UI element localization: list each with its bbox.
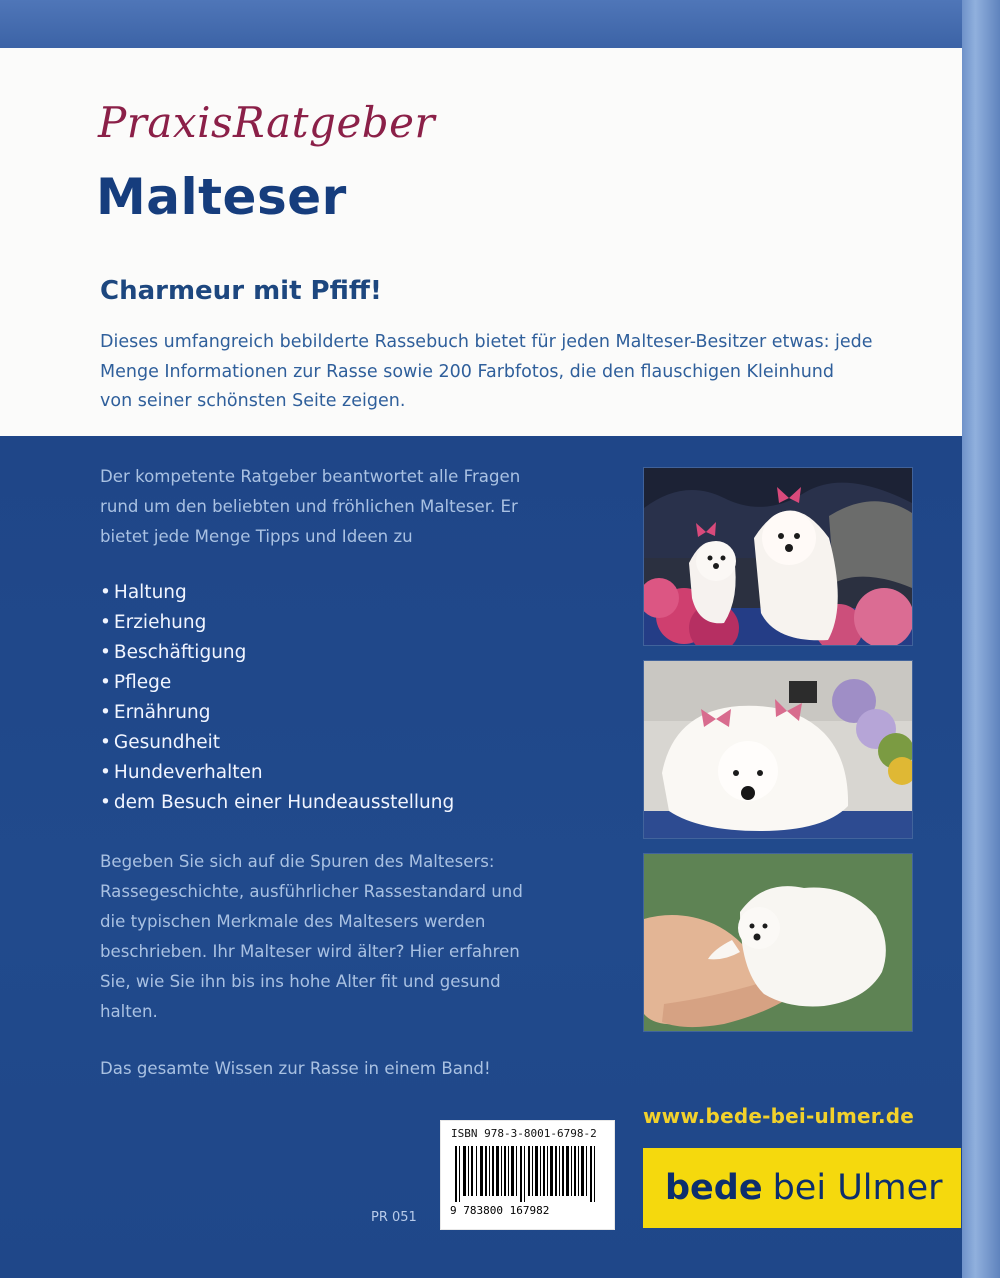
paragraph-line: bietet jede Menge Tipps und Ideen zu xyxy=(100,527,413,546)
publisher-website: www.bede-bei-ulmer.de xyxy=(643,1104,915,1128)
intro-text xyxy=(100,328,960,417)
closing-line: Das gesamte Wissen zur Rasse in einem Band! xyxy=(100,1059,491,1078)
topic-item: • Hundeverhalten xyxy=(100,758,454,788)
maltese-dogs-photo xyxy=(643,467,913,646)
publisher-logo xyxy=(643,1148,961,1228)
maltese-puppy-in-hand-image xyxy=(644,854,912,1031)
publisher-suffix: bei Ulmer xyxy=(772,1168,943,1208)
paragraph-line: Rassegeschichte, ausführlicher Rassestandard und xyxy=(100,882,523,901)
barcode-number: 9 783800 167982 xyxy=(450,1204,550,1217)
paragraph-line: Begeben Sie sich auf die Spuren des Maltesers: xyxy=(100,852,495,871)
maltese-closeup-photo xyxy=(643,660,913,839)
breed-paragraph xyxy=(100,847,595,1027)
barcode-icon xyxy=(447,1146,607,1218)
subtitle: Charmeur mit Pfiff! xyxy=(100,276,382,306)
maltese-puppy-hand-photo xyxy=(643,853,913,1032)
book-title: Malteser xyxy=(96,168,347,226)
two-maltese-with-flowers-image xyxy=(644,468,912,645)
paragraph-line: halten. xyxy=(100,1002,158,1021)
topic-item: • Gesundheit xyxy=(100,728,454,758)
topic-item: • Beschäftigung xyxy=(100,638,454,668)
topic-item: • Ernährung xyxy=(100,698,454,728)
intro-line: Menge Informationen zur Rasse sowie 200 Farbfotos, die den flauschigen Kleinhund xyxy=(100,361,835,382)
series-title: PraxisRatgeber xyxy=(98,98,436,147)
paragraph-line: die typischen Merkmale des Maltesers werden xyxy=(100,912,486,931)
description-paragraph xyxy=(100,462,595,552)
isbn-barcode-block xyxy=(440,1120,615,1230)
paragraph-line: Sie, wie Sie ihn bis ins hohe Alter fit und gesund xyxy=(100,972,501,991)
top-cover-edge xyxy=(0,0,1000,48)
topic-item: • Erziehung xyxy=(100,608,454,638)
paragraph-line: Der kompetente Ratgeber beantwortet alle Fragen xyxy=(100,467,521,486)
book-spine-edge xyxy=(962,0,1000,1278)
product-code: PR 051 xyxy=(371,1210,417,1225)
paragraph-line: beschrieben. Ihr Malteser wird älter? Hier erfahren xyxy=(100,942,520,961)
paragraph-line: rund um den beliebten und fröhlichen Malteser. Er xyxy=(100,497,518,516)
intro-line: Dieses umfangreich bebilderte Rassebuch bietet für jeden Malteser-Besitzer etwas: jede xyxy=(100,332,873,352)
topic-item: • Haltung xyxy=(100,578,454,608)
topic-item: • Pflege xyxy=(100,668,454,698)
intro-line: von seiner schönsten Seite zeigen. xyxy=(100,391,406,411)
publisher-brand: bede xyxy=(665,1168,763,1208)
maltese-face-with-bows-image xyxy=(644,661,912,838)
isbn-number: ISBN 978-3-8001-6798-2 xyxy=(451,1127,597,1140)
topic-list xyxy=(100,578,454,818)
topic-item: • dem Besuch einer Hundeausstellung xyxy=(100,788,454,818)
